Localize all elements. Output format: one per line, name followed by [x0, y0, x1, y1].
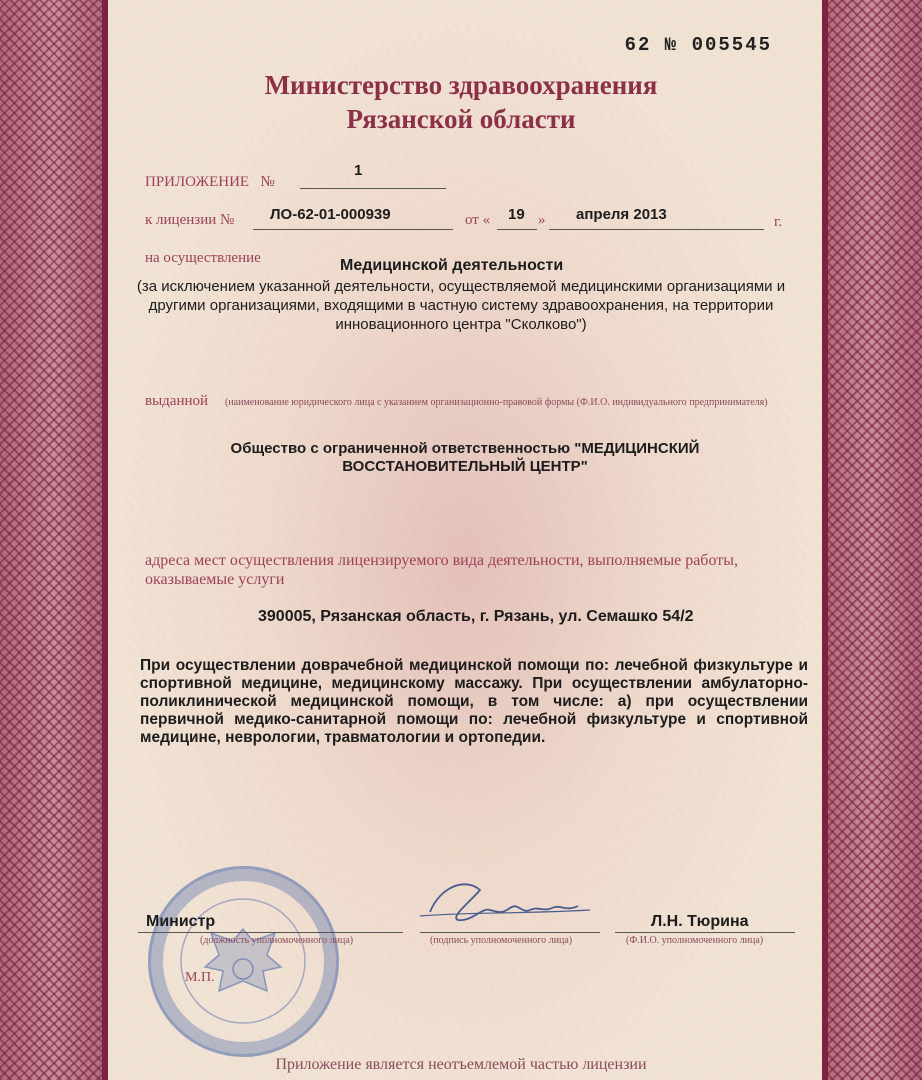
appendix-number: 1 — [354, 162, 363, 179]
date-suffix: г. — [774, 214, 783, 230]
date-month-year: апреля 2013 — [576, 206, 667, 223]
eagle-emblem-icon — [151, 869, 336, 1054]
activity-name: Медицинской деятельности — [340, 257, 564, 274]
ministry-title: Министерство здравоохранения — [264, 70, 658, 100]
signature-underline — [420, 932, 600, 933]
day-underline — [497, 229, 537, 230]
issued-hint: (наименование юридического лица с указанием организационно-правовой формы (Ф.И.О. индивидуального предпринимателя) — [225, 397, 768, 408]
position-hint: (должность уполномоченного лица) — [200, 935, 354, 946]
date-close-quote: » — [538, 212, 546, 228]
name-underline — [615, 932, 795, 933]
signature-hint: (подпись уполномоченного лица) — [430, 935, 573, 946]
services-scope: При осуществлении доврачебной медицинской помощи по: лечебной физкультуре и спортивной медицине, медицинскому массажу. При осуществлении амбулаторно-поликлинической медицинской помощи, в том числе: а) при осуществлении первичной медико-санитарной помощи по: лечебной физкультуре и спортивной медицине, неврологии, травматологии и ортопедии. — [140, 657, 808, 746]
activity-label: на осуществление — [145, 250, 261, 266]
organization-name: Общество с ограниченной ответственностью "МЕДИЦИНСКИЙ ВОССТАНОВИТЕЛЬНЫЙ ЦЕНТР" — [230, 440, 700, 475]
seal-mark: М.П. — [185, 970, 215, 985]
ornamental-border-left — [0, 0, 108, 1080]
date-day: 19 — [508, 206, 525, 223]
ornamental-border-right — [822, 0, 922, 1080]
issued-label: выданной — [145, 393, 209, 409]
signer-hint: (Ф.И.О. уполномоченного лица) — [626, 935, 764, 946]
serial-number: 62 № 005545 — [624, 34, 772, 56]
official-seal — [148, 866, 339, 1057]
footer-note: Приложение является неотъемлемой частью лицензии — [275, 1056, 647, 1073]
signer-position: Министр — [146, 913, 216, 930]
license-number: ЛО-62-01-000939 — [270, 206, 391, 223]
address-value: 390005, Рязанская область, г. Рязань, ул. Семашко 54/2 — [258, 608, 694, 625]
position-underline — [138, 932, 403, 933]
appendix-label: ПРИЛОЖЕНИЕ № — [145, 174, 275, 190]
activity-note: (за исключением указанной деятельности, осуществляемой медицинскими организациями и другими организациями, входящими в частную систему здравоохранения, на территории инновационного центра "Сколково") — [136, 278, 786, 333]
signer-name: Л.Н. Тюрина — [651, 913, 749, 930]
license-label: к лицензии № — [145, 212, 235, 228]
month-underline — [549, 229, 764, 230]
appendix-underline — [300, 188, 446, 189]
address-label: адреса мест осуществления лицензируемого вида деятельности, выполняемые работы, оказываемые услуги — [145, 552, 738, 588]
region-title: Рязанской области — [346, 104, 576, 134]
date-from-label: от « — [465, 212, 491, 228]
handwritten-signature — [410, 872, 600, 932]
license-underline — [253, 229, 453, 230]
